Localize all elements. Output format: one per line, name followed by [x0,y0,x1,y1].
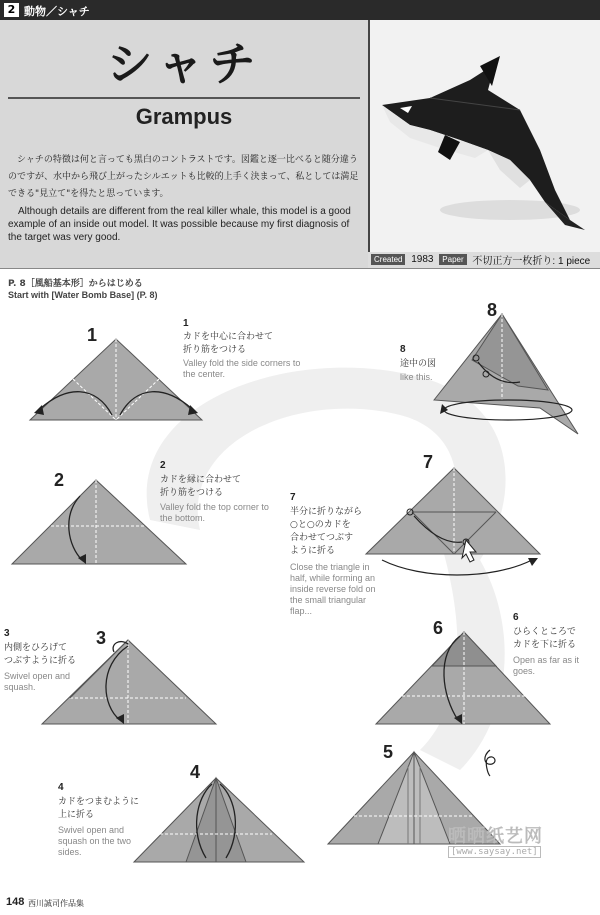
step-6-text-jp-1: ひらくところで [513,627,576,637]
step-3-text-jp-1: 内側をひろげて [4,643,68,653]
step-7-text-jp-4: ように折る [290,546,336,556]
description-japanese: シャチの特徴は何と言っても黒白のコントラストです。図鑑と逐一比べると随分違うのですが、水中から飛び上がったシルエットも比較的上手く決まって、私としては満足できる"見立て"を得たと思っています。 [8,155,359,199]
step-1-label-number: 1 [183,318,189,329]
step-2-text-jp-2: 折り筋をつける [160,488,224,498]
created-label: Created [371,254,405,265]
step-2-text-en: Valley fold the top corner to the bottom. [160,502,269,523]
step-6-text-jp-2: カドを下に折る [513,640,577,650]
step-6-label-number: 6 [513,612,519,623]
step-1-number: 1 [87,325,98,345]
step-4-label-number: 4 [58,782,64,793]
step-3-number: 3 [96,628,107,648]
credit-bar [368,252,600,268]
step-7-label-number: 7 [290,492,296,503]
watermark-site-name: 晒晒纸艺网 [448,826,543,847]
step-7-text-en: Close the triangle in half, while forming an inside reverse fold on the small triangular flap... [290,562,376,616]
book-title: 西川誠司作品集 [28,899,84,908]
page-title-english: Grampus [135,104,233,129]
step-3-text-en: Swivel open and squash. [4,671,71,692]
start-instruction-japanese: P. 8［風船基本形］からはじめる [8,279,143,289]
step-8-diagram [428,310,588,440]
chapter-title: 動物／シャチ [24,5,90,18]
step-2-text-jp-1: カドを縁に合わせて [160,475,242,485]
step-7-diagram [362,462,547,582]
step-7-text-jp-2: ○と○のカドを [290,520,351,530]
step-5-number: 5 [383,742,394,762]
start-instruction-english: Start with [Water Bomb Base] (P. 8) [8,290,158,300]
chapter-number: 2 [4,3,19,17]
paper-value: 不切正方一枚折り: 1 piece [472,256,591,267]
created-value: 1983 [411,254,434,265]
step-6-number: 6 [433,618,444,638]
turn-over-icon [480,748,500,778]
step-8-number: 8 [487,300,498,320]
step-3-diagram [40,636,220,731]
step-4-text-en: Swivel open and squash on the two sides. [58,825,132,857]
section-divider [0,268,600,269]
step-2-label-number: 2 [160,460,166,471]
step-8-label-number: 8 [400,344,406,355]
page-number: 148 [6,896,25,908]
step-2-number: 2 [54,470,65,490]
step-7-text-jp-1: 半分に折りながら [290,507,363,517]
step-1-text-jp-1: カドを中心に合わせて [183,332,274,342]
step-3-text-jp-2: つぶすように折る [4,656,77,666]
title-divider [8,97,360,99]
step-7-number: 7 [423,452,434,472]
step-1-diagram [26,335,208,427]
step-1-text-jp-2: 折り筋をつける [183,345,247,355]
step-4-diagram [130,772,310,867]
description-english: Although details are different from the real killer whale, this model is a good example of an inside out model. It was possible because my first diagnosis of the target was very good. [8,206,351,243]
step-7-text-jp-3: 合わせてつぶす [290,533,354,543]
step-1-text-en: Valley fold the side corners to the center. [183,358,301,379]
killer-whale-origami-photo [370,20,600,252]
step-3-label-number: 3 [4,628,10,639]
step-4-text-jp-2: 上に折る [58,810,95,820]
model-photo [368,20,600,252]
step-6-text-en: Open as far as it goes. [513,655,580,676]
step-4-text-jp-1: カドをつまむように [58,797,140,807]
page-title-japanese: シャチ [106,37,262,91]
header-band [0,0,600,20]
watermark-url: [www.saysay.net] [448,846,541,858]
step-8-text-jp-1: 途中の図 [400,359,437,369]
step-4-number: 4 [190,762,201,782]
paper-label: Paper [439,254,466,265]
step-8-text-en: like this. [400,372,433,382]
